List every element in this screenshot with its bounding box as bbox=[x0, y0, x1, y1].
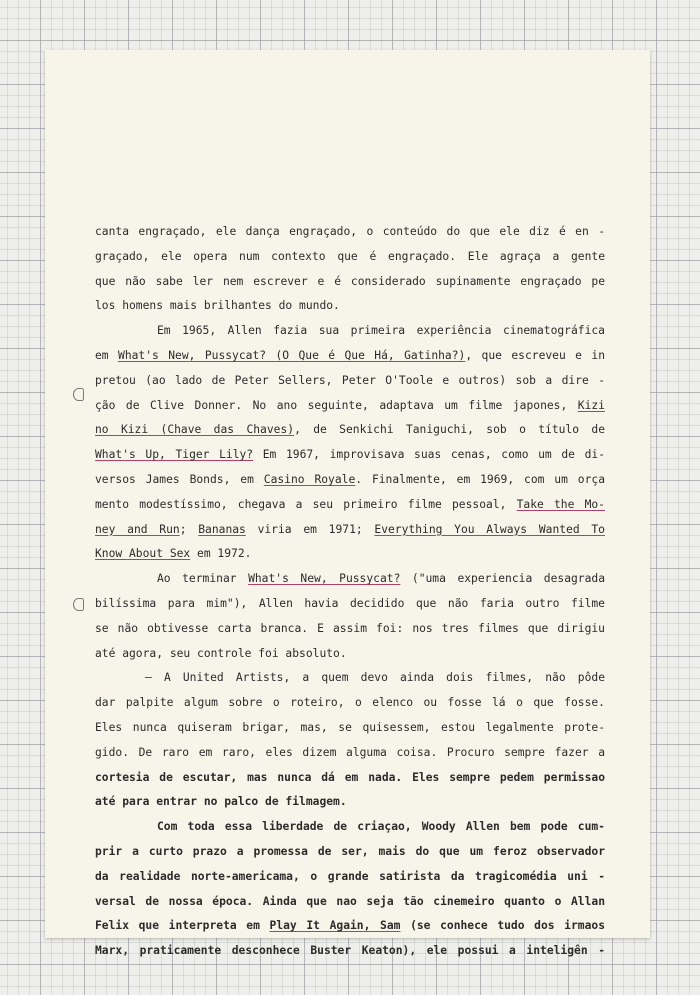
text-line bbox=[95, 443, 605, 468]
text-run: até agora, seu controle foi absoluto. bbox=[95, 646, 347, 660]
text-line bbox=[95, 394, 605, 419]
text-line bbox=[95, 592, 605, 617]
text-run: graçado, ele opera num contexto que é engraçado. Ele agraça a gente bbox=[95, 249, 605, 263]
text-run: em bbox=[95, 348, 119, 362]
text-run: da realidade norte-americama, o grande satirista da tragicomédia uni - bbox=[95, 869, 605, 883]
text-run: pretou (ao lado de Peter Sellers, Peter O'Toole e outros) sob a dire - bbox=[95, 373, 605, 387]
punch-hole-mark bbox=[73, 388, 84, 401]
text-run: se não obtivesse carta branca. E assim foi: nos tres filmes que dirigiu bbox=[95, 621, 605, 635]
text-line bbox=[95, 542, 605, 567]
underlined-title: Play It Again, Sam bbox=[269, 919, 401, 933]
underlined-title: Everything You Always Wanted To bbox=[374, 522, 605, 536]
text-line bbox=[95, 865, 605, 890]
text-line bbox=[95, 245, 605, 270]
text-line bbox=[95, 220, 605, 245]
text-run: Com toda essa liberdade de criaçao, Woody Allen bem pode cum- bbox=[157, 820, 605, 834]
underlined-title: Kizi bbox=[577, 398, 605, 412]
underlined-title: Take the Mo- bbox=[516, 497, 605, 511]
text-line bbox=[95, 468, 605, 493]
text-run: Em 1967, improvisava suas cenas, como um de di- bbox=[253, 448, 605, 462]
text-run: ("uma experiencia desagrada bbox=[400, 572, 606, 586]
text-run: dar palpite algum sobre o roteiro, o elenco ou fosse lá o que fosse. bbox=[95, 696, 605, 710]
text-line bbox=[95, 914, 605, 939]
text-run: cortesia de escutar, mas nunca dá em nada. Eles sempre pedem permissao bbox=[95, 770, 605, 784]
text-run: los homens mais brilhantes do mundo. bbox=[95, 299, 340, 313]
text-line bbox=[95, 493, 605, 518]
text-line bbox=[95, 890, 605, 915]
text-line bbox=[95, 815, 605, 840]
text-run: mento modestíssimo, chegava a seu primeiro filme pessoal, bbox=[95, 497, 517, 511]
text-line bbox=[95, 790, 605, 815]
text-run: bilíssima para mim"), Allen havia decidido que não faria outro filme bbox=[95, 596, 605, 610]
underlined-title: What's New, Pussycat? bbox=[248, 572, 401, 586]
text-run: Eles nunca quiseram brigar, mas, se quisessem, estou legalmente prote- bbox=[95, 720, 605, 734]
text-run: gido. De raro em raro, eles dizem alguma coisa. Procuro sempre fazer a bbox=[95, 745, 605, 759]
text-run: , que escreveu e in bbox=[465, 348, 605, 362]
text-line bbox=[95, 939, 605, 964]
text-line bbox=[95, 642, 605, 667]
text-run: que não sabe ler nem escrever e é considerado supinamente engraçado pe bbox=[95, 274, 605, 288]
underlined-title: ney and Run bbox=[95, 522, 180, 536]
text-line bbox=[95, 319, 605, 344]
underlined-title: no Kizi (Chave das Chaves) bbox=[95, 423, 295, 437]
text-line bbox=[95, 766, 605, 791]
underlined-title: Bananas bbox=[198, 522, 246, 536]
text-line bbox=[95, 567, 605, 592]
text-run: — A United Artists, a quem devo ainda dois filmes, não pôde bbox=[145, 671, 605, 685]
text-run: Felix que interpreta em bbox=[95, 919, 270, 933]
text-line bbox=[95, 840, 605, 865]
punch-hole-mark bbox=[73, 598, 84, 611]
text-line bbox=[95, 617, 605, 642]
underlined-title: Casino Royale bbox=[263, 472, 356, 486]
text-line bbox=[95, 666, 605, 691]
text-line bbox=[95, 691, 605, 716]
text-run: . Finalmente, em 1969, com um orça bbox=[355, 472, 605, 486]
text-run: versal de nossa época. Ainda que nao seja tão cinemeiro quanto o Allan bbox=[95, 894, 605, 908]
text-line bbox=[95, 270, 605, 295]
text-run: Em 1965, Allen fazia sua primeira experiência cinematográfica bbox=[157, 324, 605, 338]
text-line bbox=[95, 716, 605, 741]
text-run: ; bbox=[179, 522, 199, 536]
text-run: ção de Clive Donner. No ano seguinte, adaptava um filme japones, bbox=[95, 398, 578, 412]
typed-text-body bbox=[95, 220, 605, 964]
text-line bbox=[95, 369, 605, 394]
text-line bbox=[95, 418, 605, 443]
text-run: versos James Bonds, em bbox=[95, 472, 264, 486]
text-run: canta engraçado, ele dança engraçado, o conteúdo do que ele diz é en - bbox=[95, 225, 605, 238]
text-run: prir a curto prazo a promessa de ser, mais do que um feroz observador bbox=[95, 844, 605, 858]
text-run: , de Senkichi Taniguchi, sob o título de bbox=[294, 423, 605, 437]
text-run: Marx, praticamente desconhece Buster Keaton), ele possui a inteligên - bbox=[95, 944, 605, 958]
underlined-title: Know About Sex bbox=[95, 547, 191, 561]
text-line bbox=[95, 294, 605, 319]
text-line bbox=[95, 741, 605, 766]
text-run: em 1972. bbox=[190, 547, 252, 561]
text-run: (se conhece tudo dos irmaos bbox=[400, 919, 605, 933]
text-run: viria em 1971; bbox=[245, 522, 375, 536]
underlined-title: What's New, Pussycat? (O Que é Que Há, Gatinha?) bbox=[118, 348, 466, 362]
text-line bbox=[95, 344, 605, 369]
underlined-title: What's Up, Tiger Lily? bbox=[95, 448, 254, 462]
text-line bbox=[95, 518, 605, 543]
text-run: até para entrar no palco de filmagem. bbox=[95, 795, 347, 809]
text-run: Ao terminar bbox=[157, 572, 249, 586]
